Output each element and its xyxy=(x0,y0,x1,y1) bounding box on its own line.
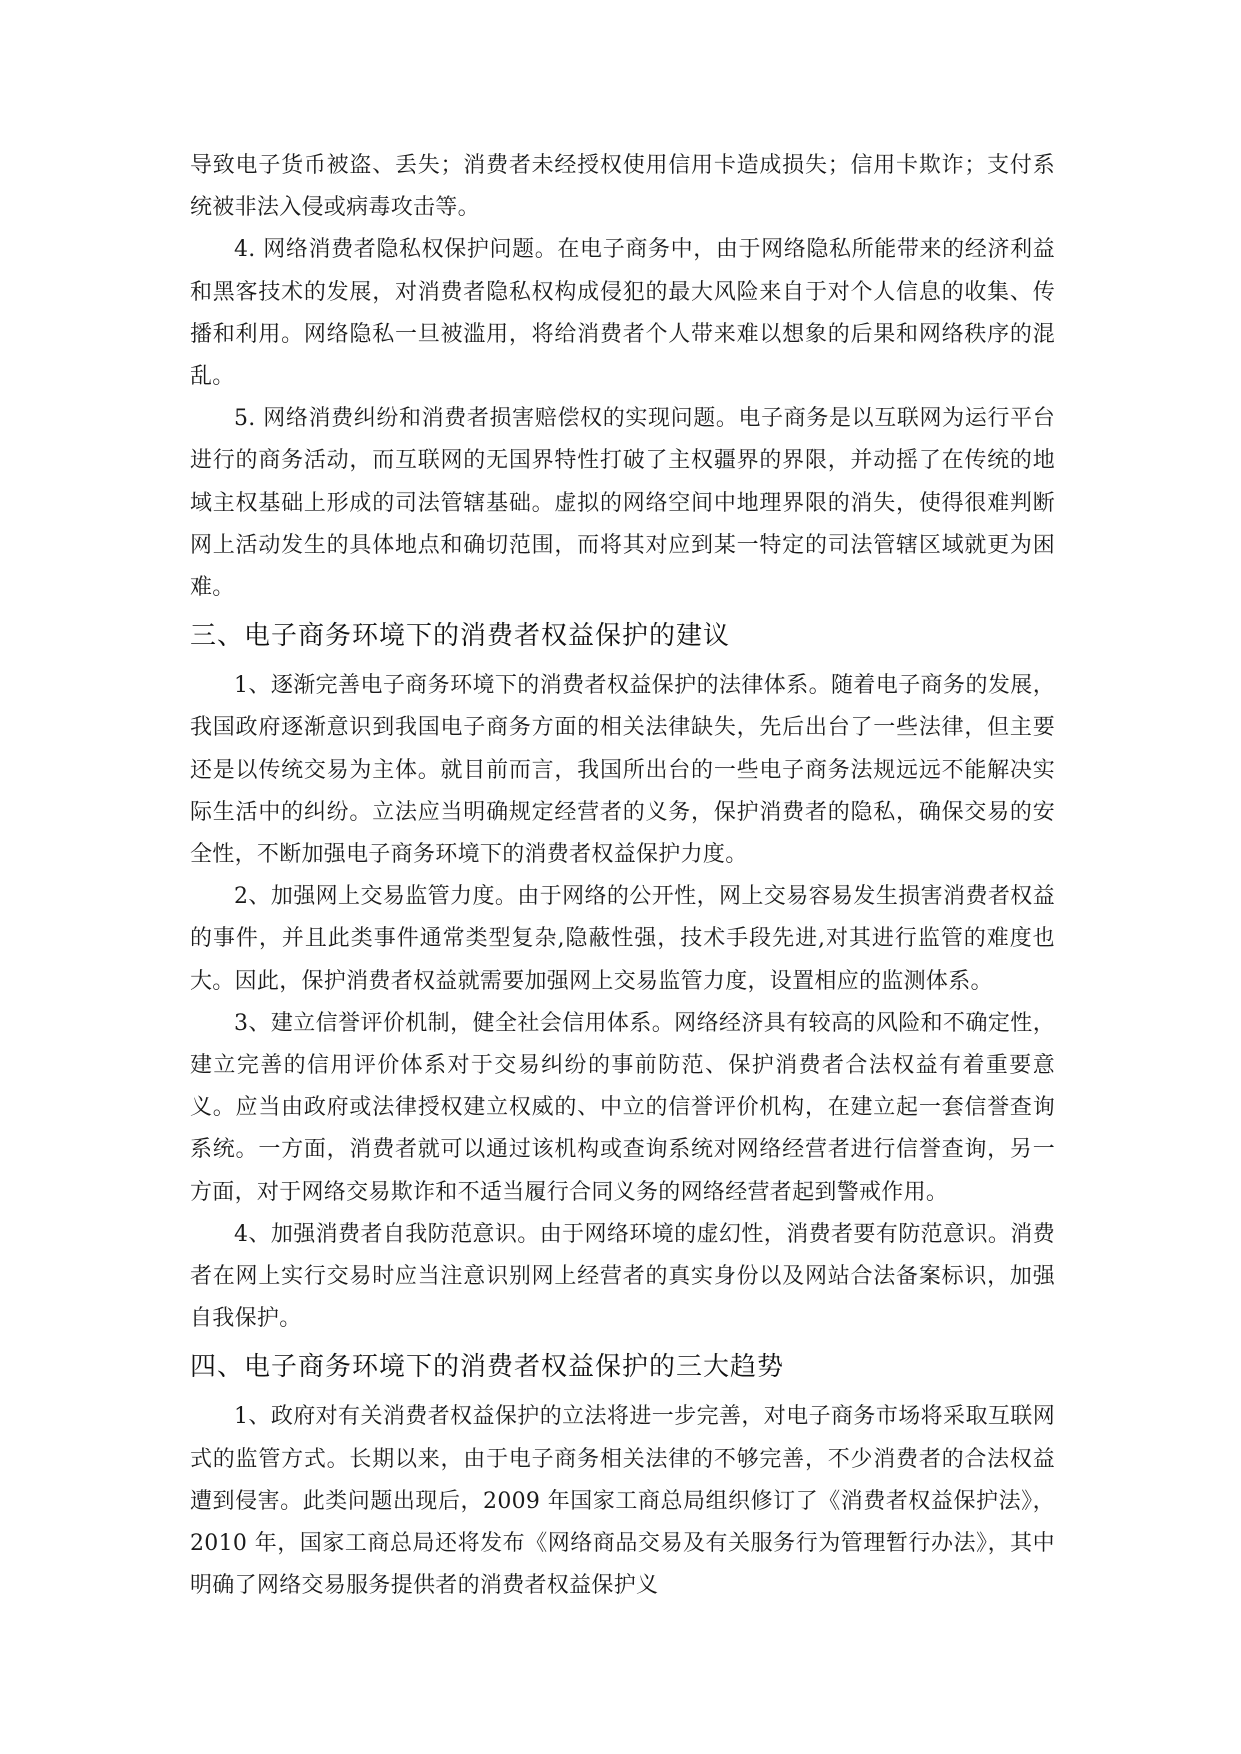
paragraph-privacy-issue: 4. 网络消费者隐私权保护问题。在电子商务中，由于网络隐私所能带来的经济利益和黑客技术的发展，对消费者隐私权构成侵犯的最大风险来自于对个人信息的收集、传播和利用。网络隐私一旦被滥用，将给消费者个人带来难以想象的后果和网络秩序的混乱。 xyxy=(190,237,1055,390)
section-heading-suggestions: 三、电子商务环境下的消费者权益保护的建议 xyxy=(190,621,731,652)
paragraph-trend-1: 1、政府对有关消费者权益保护的立法将进一步完善，对电子商务市场将采取互联网式的监管方式。长期以来，由于电子商务相关法律的不够完善，不少消费者的合法权益遭到侵害。此类问题出现后，2009 年国家工商总局组织修订了《消费者权益保护法》，2010 年，国家工商总局还将发布《网络商品交易及有关服务行为管理暂行办法》，其中明确了网络交易服务提供者的消费者权益保护义 xyxy=(190,1404,1055,1599)
document-body xyxy=(190,145,1055,1608)
paragraph-suggestion-1: 1、逐渐完善电子商务环境下的消费者权益保护的法律体系。随着电子商务的发展，我国政府逐渐意识到我国电子商务方面的相关法律缺失，先后出台了一些法律，但主要还是以传统交易为主体。就目前而言，我国所出台的一些电子商务法规远远不能解决实际生活中的纠纷。立法应当明确规定经营者的义务，保护消费者的隐私，确保交易的安全性，不断加强电子商务环境下的消费者权益保护力度。 xyxy=(190,673,1055,868)
paragraph-dispute-issue: 5. 网络消费纠纷和消费者损害赔偿权的实现问题。电子商务是以互联网为运行平台进行的商务活动，而互联网的无国界特性打破了主权疆界的界限，并动摇了在传统的地域主权基础上形成的司法管辖基础。虚拟的网络空间中地理界限的消失，使得很难判断网上活动发生的具体地点和确切范围，而将其对应到某一特定的司法管辖区域就更为困难。 xyxy=(190,406,1055,601)
paragraph-continuation: 导致电子货币被盗、丢失；消费者未经授权使用信用卡造成损失；信用卡欺诈；支付系统被非法入侵或病毒攻击等。 xyxy=(190,153,1055,221)
paragraph-suggestion-4: 4、加强消费者自我防范意识。由于网络环境的虚幻性，消费者要有防范意识。消费者在网上实行交易时应当注意识别网上经营者的真实身份以及网站合法备案标识，加强自我保护。 xyxy=(190,1221,1055,1332)
section-heading-trends: 四、电子商务环境下的消费者权益保护的三大趋势 xyxy=(190,1352,785,1383)
paragraph-suggestion-2: 2、加强网上交易监管力度。由于网络的公开性，网上交易容易发生损害消费者权益的事件，并且此类事件通常类型复杂,隐蔽性强，技术手段先进,对其进行监管的难度也大。因此，保护消费者权益就需要加强网上交易监管力度，设置相应的监测体系。 xyxy=(190,884,1055,994)
paragraph-suggestion-3: 3、建立信誉评价机制，健全社会信用体系。网络经济具有较高的风险和不确定性，建立完善的信用评价体系对于交易纠纷的事前防范、保护消费者合法权益有着重要意义。应当由政府或法律授权建立权威的、中立的信誉评价机构，在建立起一套信誉查询系统。一方面，消费者就可以通过该机构或查询系统对网络经营者进行信誉查询，另一方面，对于网络交易欺诈和不适当履行合同义务的网络经营者起到警戒作用。 xyxy=(190,1010,1055,1205)
